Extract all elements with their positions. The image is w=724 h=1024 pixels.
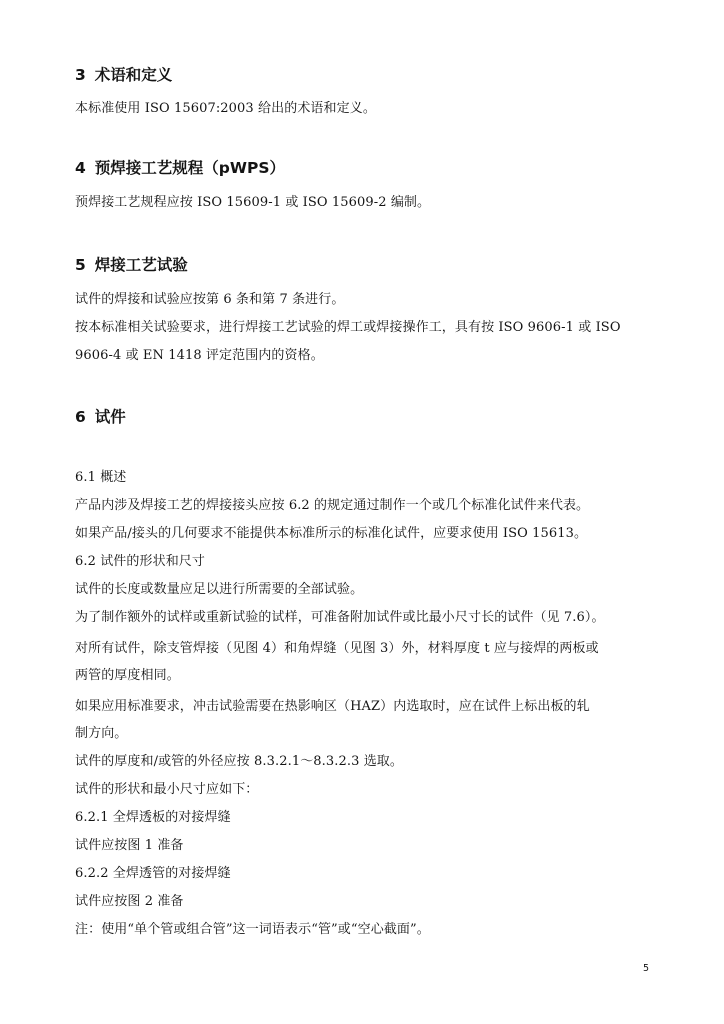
subsection-title: 6.2 试件的形状和尺寸 [75, 554, 206, 569]
section-title: 术语和定义 [94, 66, 173, 84]
paragraph: 两管的厚度相同。 [75, 668, 180, 683]
section-number: 5 [75, 256, 86, 274]
paragraph: 试件的长度或数量应足以进行所需要的全部试验。 [75, 582, 364, 597]
subsection-title: 6.1 概述 [75, 470, 127, 485]
paragraph: 如果产品/接头的几何要求不能提供本标准所示的标准化试件，应要求使用 ISO 15613。 [75, 526, 588, 541]
paragraph: 为了制作额外的试样或重新试验的试样，可准备附加试件或比最小尺寸长的试件（见 7.6）。 [75, 610, 605, 625]
paragraph: 9606-4 或 EN 1418 评定范围内的资格。 [75, 348, 324, 363]
paragraph: 试件的焊接和试验应按第 6 条和第 7 条进行。 [75, 292, 345, 307]
section-3-heading [75, 63, 172, 85]
paragraph: 试件的形状和最小尺寸应如下： [75, 782, 259, 797]
section-title: 试件 [94, 408, 126, 426]
section-6-heading [75, 405, 126, 427]
section-title: 预焊接工艺规程（pWPS） [94, 159, 286, 177]
section-4-heading [75, 156, 285, 178]
paragraph: 预焊接工艺规程应按 ISO 15609-1 或 ISO 15609-2 编制。 [75, 195, 431, 210]
paragraph: 如果应用标准要求，冲击试验需要在热影响区（HAZ）内选取时，应在试件上标出板的轧 [75, 699, 590, 714]
page-number: 5 [643, 963, 650, 974]
paragraph: 制方向。 [75, 726, 128, 741]
paragraph: 本标准使用 ISO 15607:2003 给出的术语和定义。 [75, 101, 376, 116]
section-5-heading [75, 253, 188, 275]
section-number: 4 [75, 159, 86, 177]
subsection-title: 6.2.1 全焊透板的对接焊缝 [75, 810, 231, 825]
paragraph: 按本标准相关试验要求，进行焊接工艺试验的焊工或焊接操作工，具有按 ISO 9606-1 或 ISO [75, 320, 621, 335]
paragraph: 产品内涉及焊接工艺的焊接接头应按 6.2 的规定通过制作一个或几个标准化试件来代表。 [75, 498, 590, 513]
section-number: 6 [75, 408, 86, 426]
subsection-title: 6.2.2 全焊透管的对接焊缝 [75, 866, 231, 881]
note: 注：使用“单个管或组合管”这一词语表示“管”或“空心截面”。 [75, 922, 430, 937]
section-number: 3 [75, 66, 86, 84]
paragraph: 试件应按图 1 准备 [75, 838, 184, 853]
paragraph: 试件的厚度和/或管的外径应按 8.3.2.1～8.3.2.3 选取。 [75, 754, 404, 769]
paragraph: 对所有试件，除支管焊接（见图 4）和角焊缝（见图 3）外，材料厚度 t 应与接焊的两板或 [75, 641, 599, 656]
paragraph: 试件应按图 2 准备 [75, 894, 184, 909]
section-title: 焊接工艺试验 [94, 256, 188, 274]
